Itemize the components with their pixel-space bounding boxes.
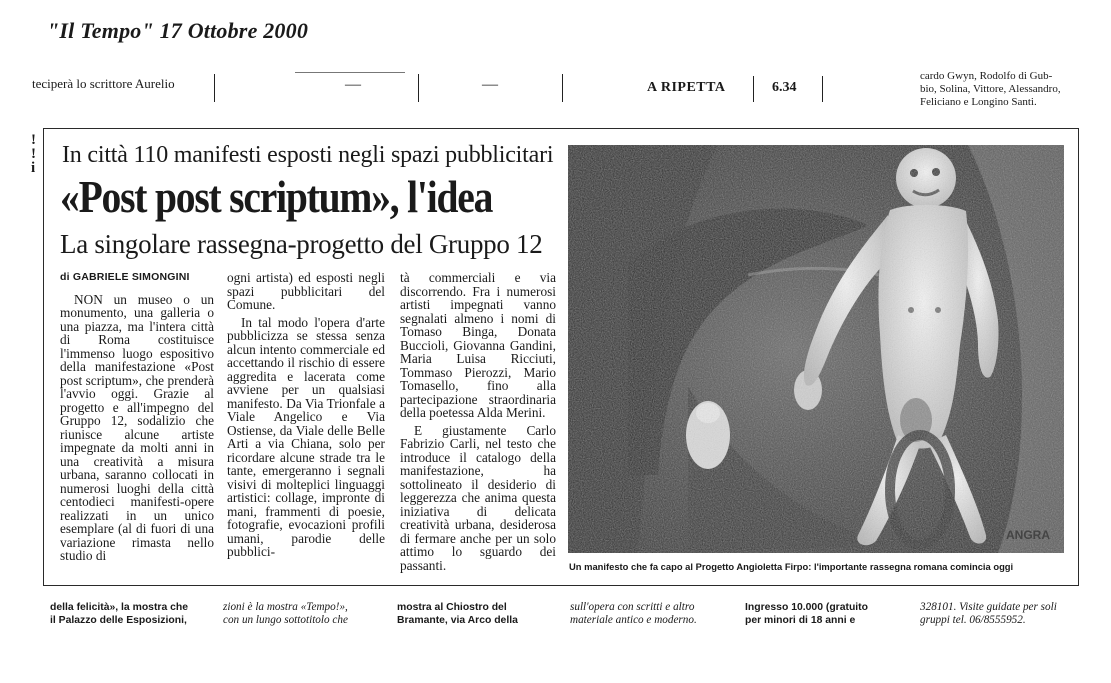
text-line: 328101. Visite guidate per soli — [920, 601, 1057, 613]
text-line: il Palazzo delle Esposizioni, — [50, 615, 187, 626]
margin-mark: i — [31, 160, 36, 176]
column-rule — [822, 76, 823, 102]
text-line: della felicità», la mostra che — [50, 602, 189, 613]
column-rule — [418, 74, 419, 102]
text-line: mostra al Chiostro del — [397, 602, 507, 613]
text-line: per minori di 18 anni e — [745, 615, 856, 626]
text-line: Feliciano e Longino Santi. — [920, 96, 1037, 108]
listing-dash: — — [345, 76, 361, 93]
margin-mark: ! — [31, 132, 36, 148]
text-line: sull'opera con scritti e altro — [570, 601, 695, 613]
bottom-fragment-6 — [920, 601, 1090, 627]
bottom-fragment-1 — [50, 601, 215, 627]
bottom-fragment-2 — [223, 601, 388, 627]
top-right-fragment — [920, 70, 1090, 109]
byline: di GABRIELE SIMONGINI — [60, 271, 190, 283]
margin-mark: ! — [31, 146, 36, 162]
article-overtitle: In città 110 manifesti esposti negli spazi pubblicitari — [62, 142, 554, 168]
text-line: Ingresso 10.000 (gratuito — [745, 602, 868, 613]
margin-marks — [31, 133, 36, 175]
column-rule — [562, 74, 563, 102]
paragraph: NON un museo o un monumento, una galleria o una piazza, ma l'intera città di Roma costituisce l'immenso luogo espositivo della manifestazione «Post post scriptum», che prenderà l'avvio oggi. Grazie al progetto e all'impegno del Gruppo 12, sodalizio che riunisce alcune artiste impegnate da molti anni in una creatività a misura urbana, saranno collocati in numerosi luoghi della città centodieci manifesti-opere realizzati in un unico esemplare (al di fuori di una variazione rimasta nello studio di — [60, 291, 214, 563]
bottom-fragment-4 — [570, 601, 730, 627]
photo-caption: Un manifesto che fa capo al Progetto Angioletta Firpo: l'importante rassegna romana comincia oggi — [569, 561, 1014, 572]
text-line: Bramante, via Arco della — [397, 615, 518, 626]
paragraph: In tal modo l'opera d'arte pubblicizza se stessa senza alcun intento commerciale ed accettando il rischio di essere aggredita e lacerata come avviene per un qualsiasi manifesto. Da Via Trionfale a Viale Angelico e Via Ostiense, da Viale delle Belle Arti a via Chiana, solo per ricordare alcune strade tra le tante, emergeranno i segnali visivi di molteplici linguaggi artistici: collage, impronte di mani, frammenti di poesie, fotografie, evocazioni profili umani, parodie delle pubblici- — [227, 314, 385, 559]
article-column-1 — [60, 271, 214, 563]
article-column-3 — [400, 271, 556, 572]
clipping-caption: "Il Tempo" 17 Ottobre 2000 — [47, 18, 309, 43]
top-left-fragment: teciperà lo scrittore Aurelio — [32, 76, 175, 91]
top-strip — [30, 62, 1085, 112]
artwork-photo — [568, 145, 1064, 553]
text-line: cardo Gwyn, Rodolfo di Gub- — [920, 70, 1053, 82]
paragraph: ogni artista) ed esposti negli spazi pubblicitari del Comune. — [227, 270, 385, 312]
paragraph: E giustamente Carlo Fabrizio Carli, nel testo che introduce il catalogo della manifestazione, ha sottolineato il desiderio di leggerezza che anima questa iniziativa di delicata creatività urbana, desiderosa di fermare anche per un solo attimo lo sguardo dei passanti. — [400, 422, 556, 573]
article-title: «Post post scriptum», l'idea — [60, 171, 493, 222]
article-column-2 — [227, 271, 385, 559]
column-rule — [214, 74, 215, 102]
text-line: bio, Solina, Vittore, Alessandro, — [920, 83, 1061, 95]
bottom-fragment-5 — [745, 601, 895, 627]
venue-time: 6.34 — [772, 80, 797, 95]
listing-dash: — — [482, 76, 498, 93]
bottom-fragment-3 — [397, 601, 547, 627]
column-rule — [753, 76, 754, 102]
text-line: con un lungo sottotitolo che — [223, 614, 348, 626]
article-subtitle: La singolare rassegna-progetto del Gruppo 12 — [60, 229, 543, 259]
paragraph: tà commerciali e via discorrendo. Fra i numerosi artisti impegnati vanno segnalati almeno i nomi di Tomaso Binga, Donata Buccioli, Giovanna Gandini, Maria Luisa Ricciuti, Tommaso Pierozzi, Mario Tomasello, fino alla partecipazione straordinaria della poetessa Alda Merini. — [400, 270, 556, 420]
text-line: materiale antico e moderno. — [570, 614, 697, 626]
venue-name: A RIPETTA — [647, 80, 726, 95]
artwork-signature: ANGRA — [1006, 528, 1050, 542]
text-line: gruppi tel. 06/8555952. — [920, 614, 1026, 626]
hairline — [295, 72, 405, 73]
text-line: zioni è la mostra «Tempo!», — [223, 601, 348, 613]
